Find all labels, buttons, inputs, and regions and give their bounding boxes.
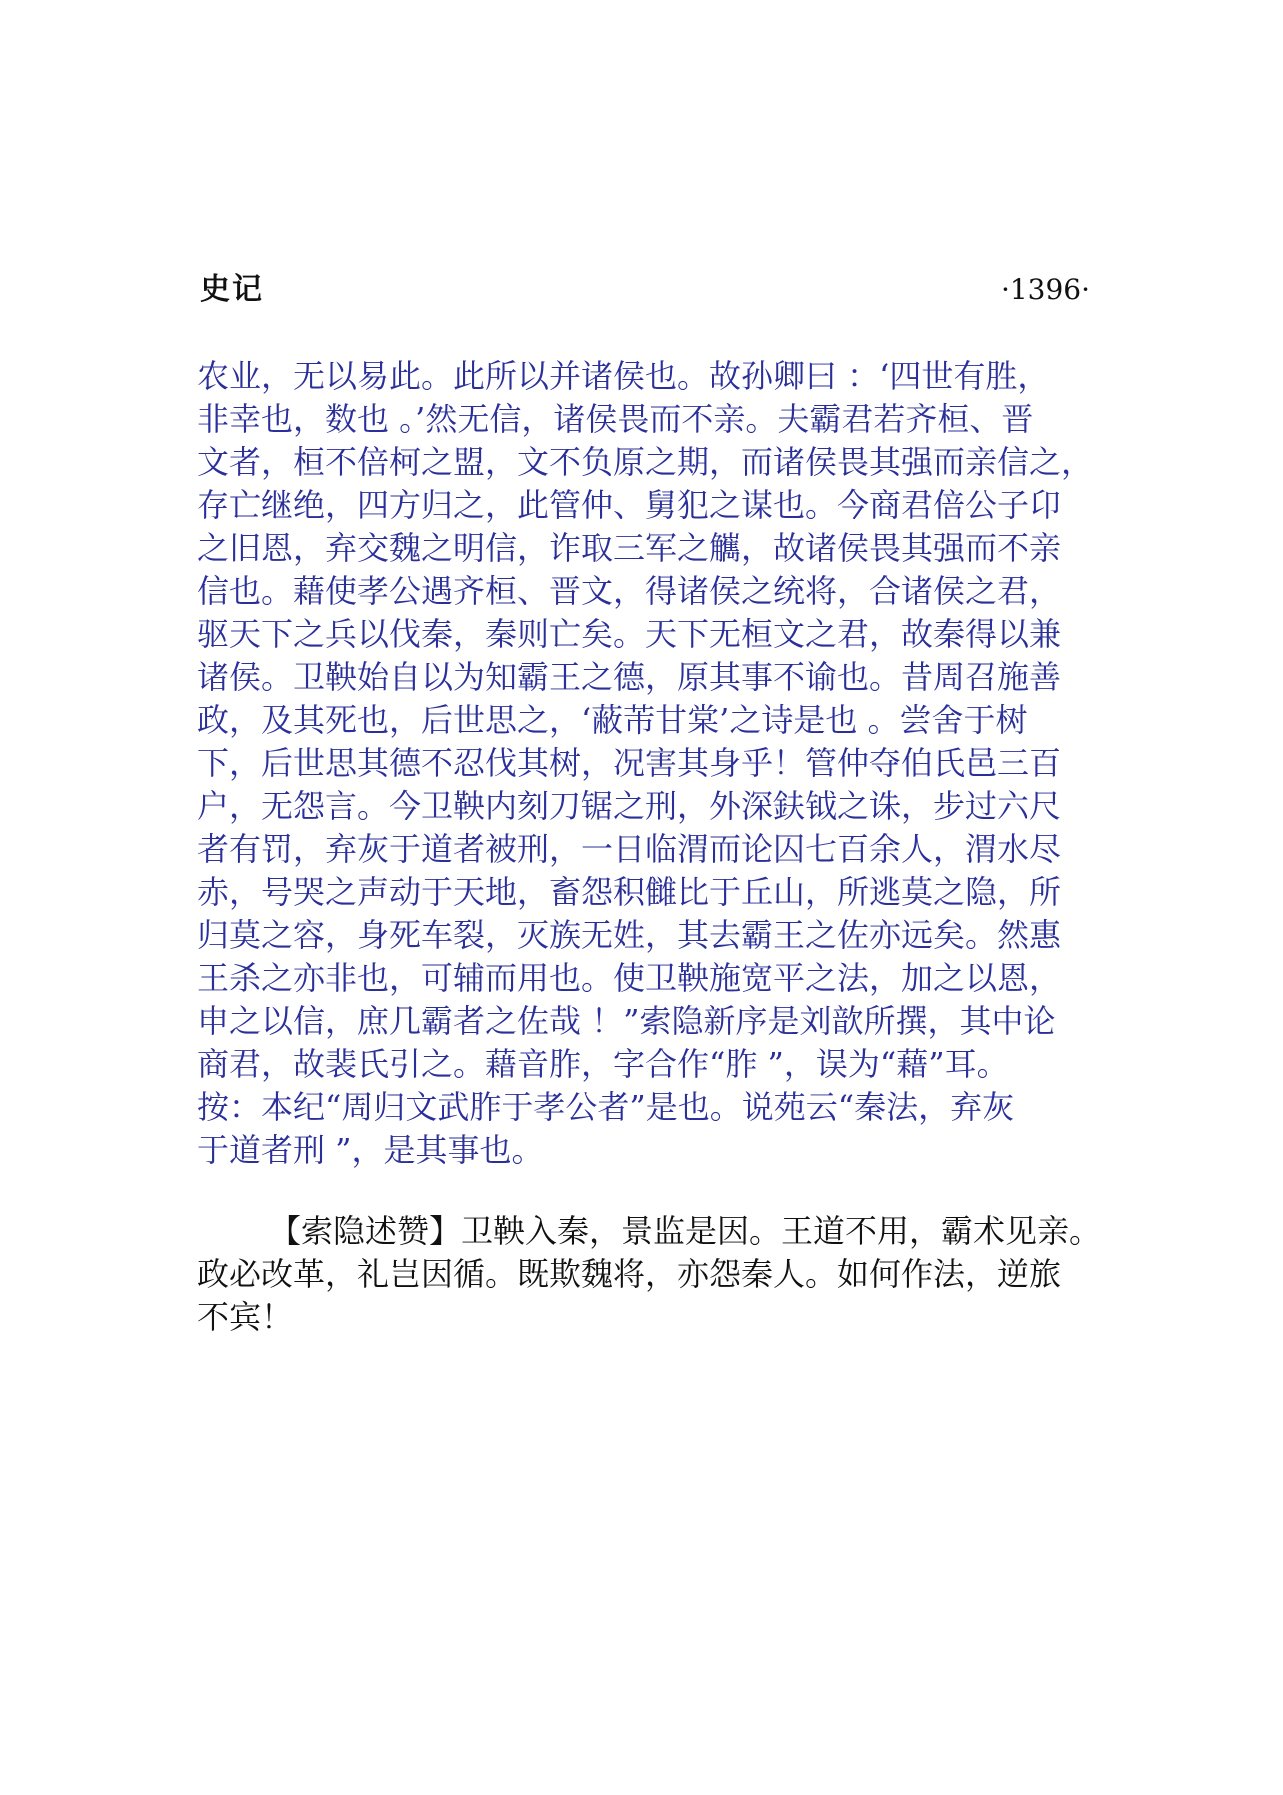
suoyin-eulogy — [197, 1210, 1117, 1339]
annotation-line: 者有罚，弃灰于道者被刑，一日临渭而论囚七百余人，渭水尽 — [197, 830, 1062, 868]
annotation-text — [197, 355, 1097, 1172]
annotation-line: 政，及其死也，后世思之，‘蔽芾甘棠’之诗是也 。尝舍于树 — [197, 701, 1028, 739]
page-header — [200, 268, 1090, 312]
page-number: ·1396· — [1000, 273, 1090, 306]
eulogy-line: 政必改革，礼岂因循。既欺魏将，亦怨秦人。如何作法，逆旅 — [197, 1255, 1062, 1293]
eulogy-line: 不宾！ — [197, 1298, 294, 1336]
annotation-line: 诸侯。卫鞅始自以为知霸王之德，原其事不谕也。昔周召施善 — [197, 658, 1062, 696]
eulogy-line: 【索隐述赞】卫鞅入秦，景监是因。王道不用，霸术见亲。 — [269, 1212, 1102, 1250]
annotation-line: 赤，号哭之声动于天地，畜怨积雠比于丘山，所逃莫之隐，所 — [197, 873, 1062, 911]
annotation-line: 农业，无以易此。此所以并诸侯也。故孙卿曰 ：‘四世有胜， — [197, 357, 1050, 395]
annotation-line: 下，后世思其德不忍伐其树，况害其身乎！管仲夺伯氏邑三百 — [197, 744, 1062, 782]
annotation-line: 商君，故裴氏引之。藉音胙，字合作“胙 ”，误为“藉”耳。 — [197, 1045, 1009, 1083]
book-title: 史记 — [200, 272, 264, 307]
annotation-line: 驱天下之兵以伐秦，秦则亡矣。天下无桓文之君，故秦得以兼 — [197, 615, 1062, 653]
annotation-line: 信也。藉使孝公遇齐桓、晋文，得诸侯之统将，合诸侯之君， — [197, 572, 1062, 610]
annotation-line: 王杀之亦非也，可辅而用也。使卫鞅施宽平之法，加之以恩， — [197, 959, 1062, 997]
annotation-line: 归莫之容，身死车裂，灭族无姓，其去霸王之佐亦远矣。然惠 — [197, 916, 1062, 954]
annotation-line: 存亡继绝，四方归之，此管仲、舅犯之谋也。今商君倍公子卬 — [197, 486, 1062, 524]
annotation-line: 文者，桓不倍柯之盟，文不负原之期，而诸侯畏其强而亲信之， — [197, 443, 1094, 481]
annotation-line: 之旧恩，弃交魏之明信，诈取三军之觽，故诸侯畏其强而不亲 — [197, 529, 1062, 567]
annotation-line: 非幸也，数也 。’然无信，诸侯畏而不亲。夫霸君若齐桓、晋 — [197, 400, 1034, 438]
annotation-line: 于道者刑 ”，是其事也。 — [197, 1131, 544, 1169]
annotation-line: 按：本纪“周归文武胙于孝公者”是也。说苑云“秦法，弃灰 — [197, 1088, 1015, 1126]
annotation-line: 户，无怨言。今卫鞅内刻刀锯之刑，外深鈇钺之诛，步过六尺 — [197, 787, 1062, 825]
annotation-line: 申之以信，庶几霸者之佐哉 ！”索隐新序是刘歆所撰，其中论 — [197, 1002, 1056, 1040]
